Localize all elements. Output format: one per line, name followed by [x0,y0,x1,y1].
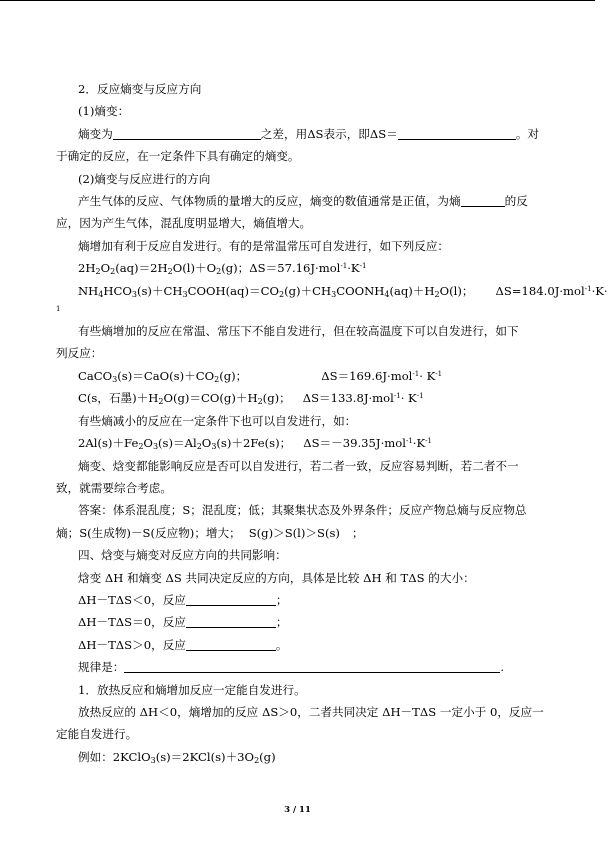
condition-negative: ΔH－TΔS＜0，反应 ； [78,592,288,607]
reaction-nh4hco3-overflow: 1 [56,305,61,314]
condition-zero-blank[interactable] [186,613,276,628]
entropy-definition-line: 熵变为 之差，用ΔS表示，即ΔS＝ 。对 [78,126,540,141]
section4-heading: 四、焓变与熵变对反应方向的共同影响： [78,548,287,563]
point1-heading: 1．放热反应和熵增加反应一定能自发进行。 [78,682,306,697]
section-title: 2．反应熵变与反应方向 [78,82,202,96]
answer-line1: 答案：体系混乱度；S；混乱度；低；其聚集状态及外界条件；反应产物总熵与反应物总 [78,503,527,518]
reaction-carbon: C(s，石墨)$+H_2O(g)=CO(g)+H_2(g)$； $\Delta S=133.8J\cdot mol^{-1}\cdot K^{-1}$ [78,391,424,407]
point1-example: 例如：$2KClO_3(s)=2KCl(s)+3O_2(g)$ [78,749,276,765]
entropy-direction-para1: 产生气体的反应、气体物质的量增大的反应，熵变的数值通常是正值，为熵 的反 [78,194,528,209]
answer-line2: 熵；S(生成物)－S(反应物)；增大； S(g)＞S(l)＞S(s) ； [56,525,364,540]
entropy-definition-line2: 于确定的反应，在一定条件下具有确定的熵变。 [56,149,300,164]
summary-line1: 熵变、焓变都能影响反应是否可以自发进行，若二者一致，反应容易判断，若二者不一 [78,458,519,473]
entropy-direction-para2: 熵增加有利于反应自发进行。有的是常温常压可自发进行，如下列反应： [78,238,450,253]
rule-blank[interactable] [124,658,500,673]
top-border-line [0,0,595,1]
reaction-thermite: $2Al(s)+Fe_2O_3(s)=Al_2O_3(s)+2Fe(s)$； $\Delta S=-39.35J\cdot mol^{-1}\cdot K^{-1}$ [78,436,432,452]
point1-line2: 定能自发进行。 [56,727,138,742]
section4-intro: 焓变 ΔH 和熵变 ΔS 共同决定反应的方向，具体是比较 ΔH 和 TΔS 的大小： [78,570,475,585]
condition-positive-blank[interactable] [186,636,276,651]
summary-line2: 致，就需要综合考虑。 [56,480,172,495]
entropy-formula-blank[interactable] [398,125,516,140]
condition-negative-blank[interactable] [186,591,276,606]
reaction-nh4hco3: $NH_4HCO_3(s)+CH_3COOH(aq)=CO_2(g)+CH_3COONH_4(aq)+H_2O(l)$； ΔS=184.0J·mol$^{-1}$·K· [78,283,608,299]
entropy-increase-blank[interactable] [461,192,505,207]
decrease-intro: 有些熵减小的反应在一定条件下也可以自发进行，如： [78,413,357,428]
high-temp-intro: 有些熵增加的反应在常温、常压下不能自发进行，但在较高温度下可以自发进行，如下 [78,324,519,339]
condition-zero: ΔH－TΔS＝0，反应 ； [78,615,288,630]
page-number: 3 / 11 [284,805,311,815]
entropy-definition-blank[interactable] [113,125,261,140]
entropy-direction-para1-cont: 应，因为产生气体，混乱度明显增大，熵值增大。 [56,216,312,231]
high-temp-intro-cont: 列反应： [56,346,103,361]
entropy-direction-heading: (2)熵变与反应进行的方向 [78,171,211,186]
reaction-caco3: $CaCO_3(s)=CaO(s)+CO_2(g)$； $\Delta S=169.6J\cdot mol^{-1}\cdot K^{-1}$ [78,368,443,384]
condition-positive: ΔH－TΔS＞0，反应 。 [78,637,288,652]
reaction-h2o2: $2H_2O_2(aq)=2H_2O(l)+O_2(g)$；$\Delta S=57.16J\cdot mol^{-1}\cdot K^{-1}$ [78,261,367,277]
entropy-change-heading: (1)熵变： [78,104,130,119]
point1-line1: 放热反应的 ΔH＜0，熵增加的反应 ΔS＞0，二者共同决定 ΔH－TΔS 一定小于 0，反应一 [78,704,544,719]
rule-line: 规律是： . [78,660,505,675]
document-body [56,78,608,768]
